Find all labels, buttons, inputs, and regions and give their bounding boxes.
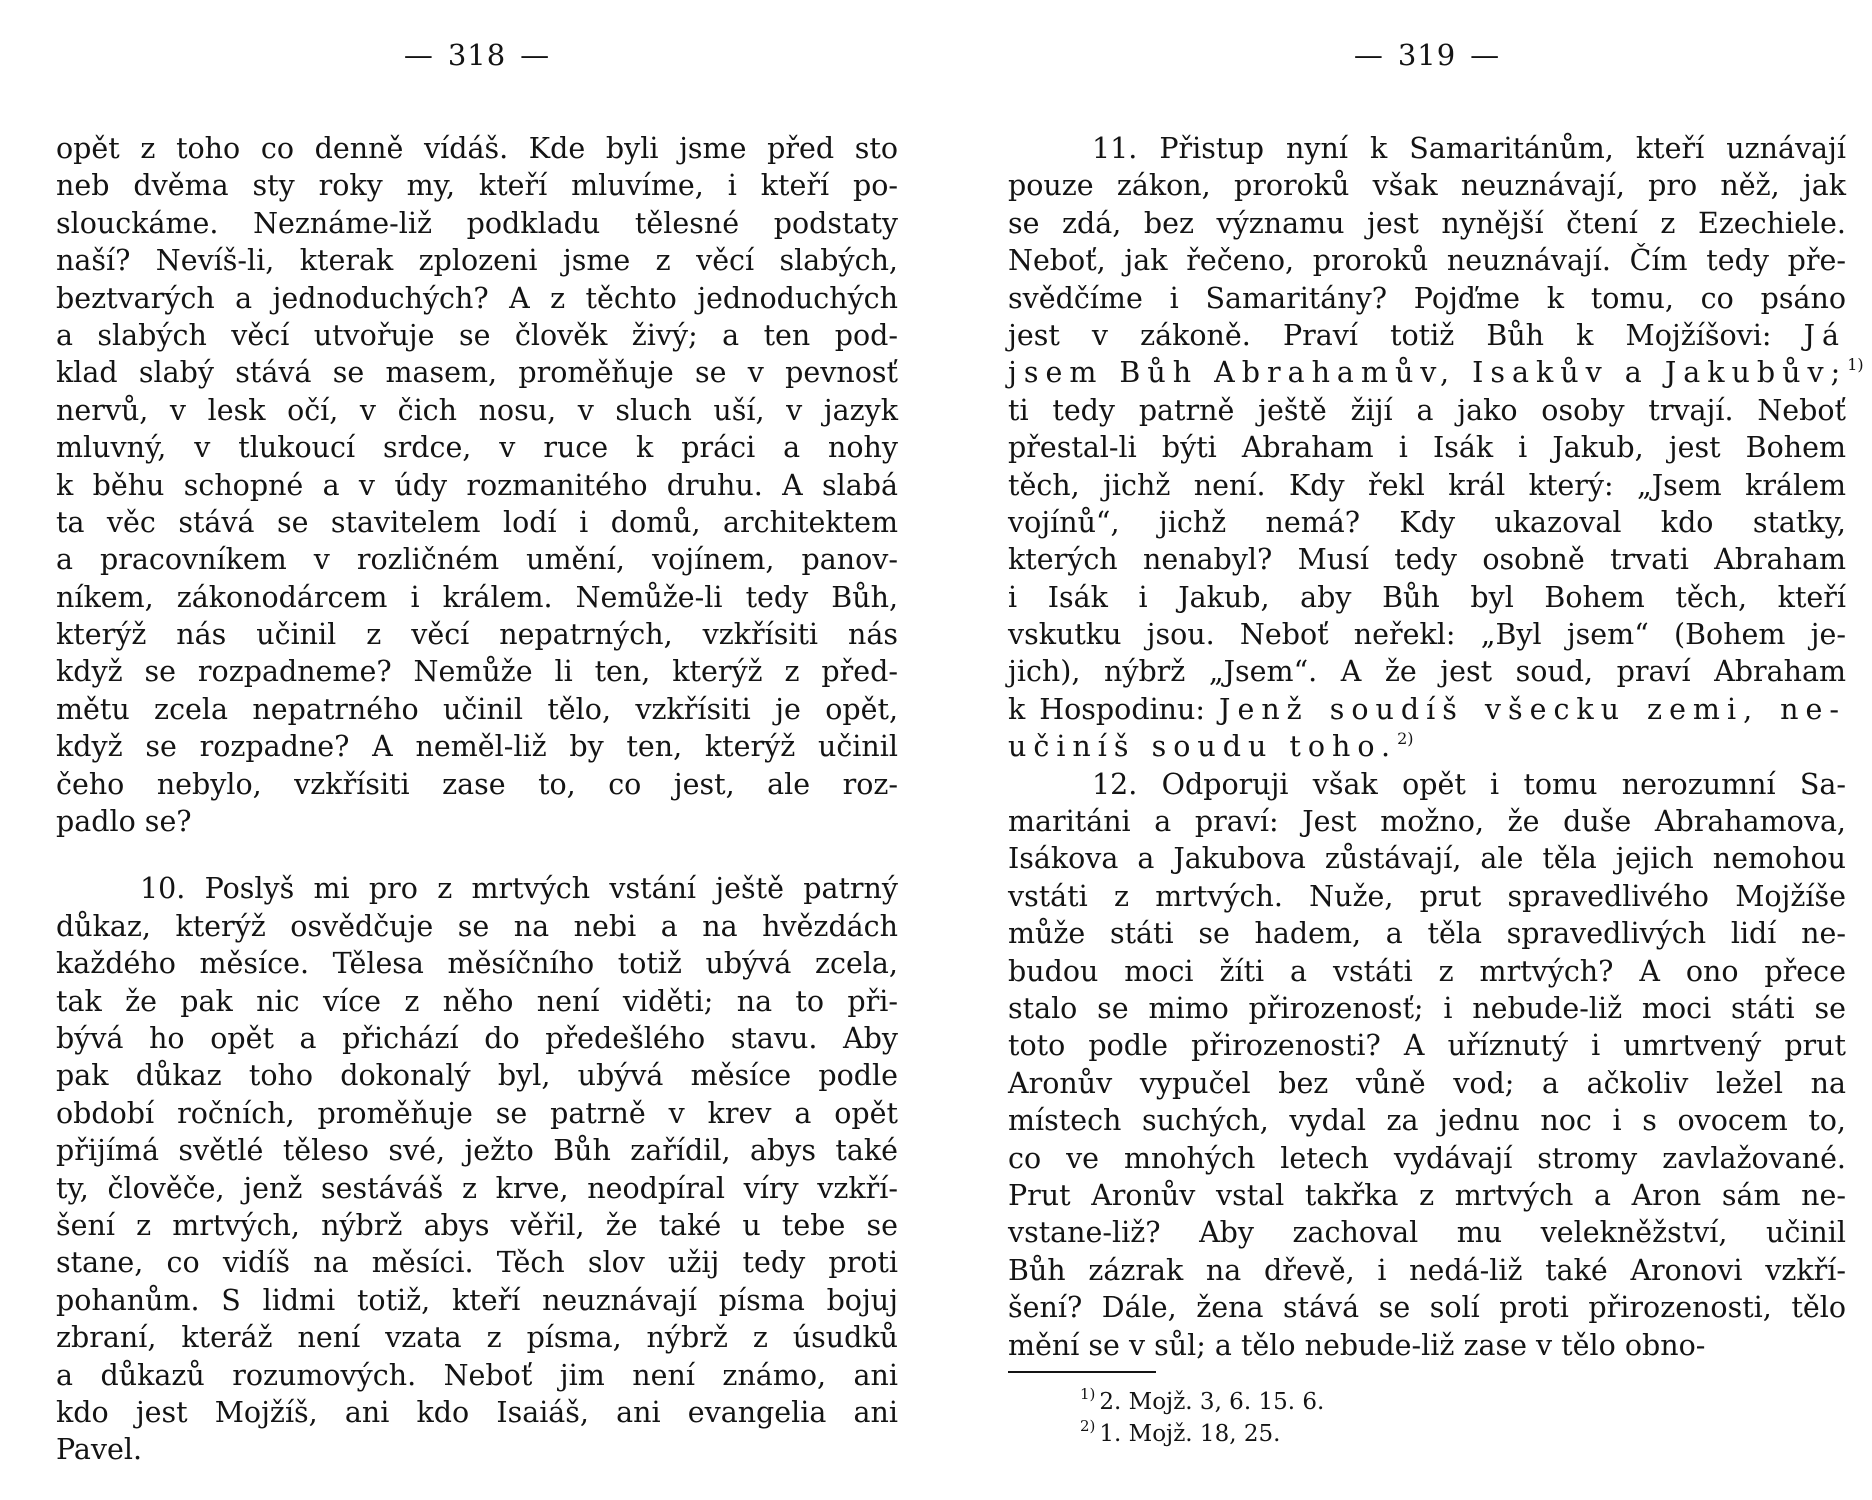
footnote bbox=[1080, 1418, 1324, 1450]
footnote-ref: 2) bbox=[1397, 729, 1414, 749]
paragraph-10-line: ty, člověče, jenž sestáváš z krve, neodpíral víry vzkří- bbox=[56, 1171, 898, 1205]
footnote-mark: 2) bbox=[1080, 1417, 1096, 1435]
footnote-divider bbox=[1008, 1371, 1156, 1373]
right-page bbox=[1008, 0, 1864, 1500]
left-page bbox=[56, 0, 898, 1500]
text-line: kterýž nás učinil z věcí nepatrných, vzkřísiti nás bbox=[56, 618, 898, 652]
paragraph-11-line bbox=[1008, 354, 1864, 391]
paragraph-10-line: důkaz, kterýž osvědčuje se na nebi a na hvězdách bbox=[56, 909, 898, 943]
line-text: jest v zákoně. Praví totiž Bůh k Mojžíšovi: bbox=[1008, 318, 1772, 352]
text-line: k běhu schopné a v údy rozmanitého druhu. A slabá bbox=[56, 468, 898, 502]
paragraph-10-line: tak že pak nic více z něho není viděti; na to při- bbox=[56, 984, 898, 1018]
paragraph-12-line: co ve mnohých letech vydávají stromy zavlažované. bbox=[1008, 1141, 1846, 1175]
paragraph-12-line: šení? Dále, žena stává se solí proti přirozenosti, tělo bbox=[1008, 1291, 1846, 1325]
paragraph-11-line: pouze zákon, proroků však neuznávají, pro něž, jak bbox=[1008, 169, 1846, 203]
page-number bbox=[1008, 38, 1846, 72]
text-line: nervů, v lesk očí, v čich nosu, v sluch uší, v jazyk bbox=[56, 393, 898, 427]
paragraph-10-line: a důkazů rozumových. Neboť jim není známo, ani bbox=[56, 1358, 898, 1392]
paragraph-10-line: stane, co vidíš na měsíci. Těch slov užij tedy proti bbox=[56, 1246, 898, 1280]
paragraph-12-line: vstáti z mrtvých. Nuže, prut spravedlivého Mojžíše bbox=[1008, 879, 1846, 913]
text-line: mětu zcela nepatrného učinil tělo, vzkřísiti je opět, bbox=[56, 692, 898, 726]
text-line: neb dvěma sty roky my, kteří mluvíme, i kteří po- bbox=[56, 169, 898, 203]
paragraph-12-line: může státi se hadem, a těla spravedlivých lidí ne- bbox=[1008, 917, 1846, 951]
paragraph-12-line: toto podle přirozenosti? A uříznutý i umrtvený prut bbox=[1008, 1029, 1846, 1063]
paragraph-10-line: pak důkaz toho dokonalý byl, ubývá měsíce podle bbox=[56, 1059, 898, 1093]
paragraph-11-line: přestal-li býti Abraham i Isák i Jakub, jest Bohem bbox=[1008, 431, 1846, 465]
paragraph-11-line bbox=[1008, 317, 1846, 354]
paragraph-11-line: Neboť, jak řečeno, proroků neuznávají. Čím tedy pře- bbox=[1008, 244, 1846, 278]
paragraph-10-line: kdo jest Mojžíš, ani kdo Isaiáš, ani evangelia ani bbox=[56, 1395, 898, 1429]
page-number-text: 318 bbox=[447, 38, 507, 72]
paragraph-12-line: místech suchých, vydal za jednu noc i s ovocem to, bbox=[1008, 1104, 1846, 1138]
left-body-text bbox=[56, 130, 898, 1469]
paragraph-12-line: mění se v sůl; a tělo nebude-liž zase v tělo obno- bbox=[1008, 1328, 1706, 1362]
paragraph-12-line: vstane-liž? Aby zachoval mu velekněžství, učinil bbox=[1008, 1216, 1846, 1250]
paragraph-11-line: 11. Přistup nyní k Samaritánům, kteří uznávají bbox=[1092, 132, 1846, 165]
paragraph-11-line bbox=[1008, 728, 1846, 765]
folio-dash: — bbox=[1353, 38, 1384, 72]
spaced-quote: Já bbox=[1803, 318, 1846, 352]
text-line: čeho nebylo, vzkřísiti zase to, co jest, ale roz- bbox=[56, 767, 898, 801]
paragraph-12-line: maritáni a praví: Jest možno, že duše Abrahamova, bbox=[1008, 805, 1846, 839]
paragraph-10-line: přijímá světlé těleso své, ježto Bůh zařídil, abys také bbox=[56, 1134, 898, 1168]
paragraph-11-line: se zdá, bez významu jest nynější čtení z Ezechiele. bbox=[1008, 206, 1846, 240]
paragraph-11-line bbox=[1008, 691, 1846, 728]
text-line: naší? Nevíš-li, kterak zplozeni jsme z věcí slabých, bbox=[56, 244, 898, 278]
paragraph-12-line: stalo se mimo přirozenosť; i nebude-liž moci státi se bbox=[1008, 991, 1846, 1025]
paragraph-11-line: svědčíme i Samaritány? Pojďme k tomu, co psáno bbox=[1008, 281, 1846, 315]
footnote-text: 2. Mojž. 3, 6. 15. 6. bbox=[1099, 1389, 1325, 1415]
folio-dash: — bbox=[1470, 38, 1501, 72]
text-line: když se rozpadne? A neměl-liž by ten, kterýž učinil bbox=[56, 730, 898, 764]
paragraph-12-line: Bůh zázrak na dřevě, i nedá-liž také Aronovi vzkří- bbox=[1008, 1253, 1846, 1287]
text-line: ta věc stává se stavitelem lodí i domů, architektem bbox=[56, 505, 898, 539]
page-number-text: 319 bbox=[1397, 38, 1457, 72]
paragraph-gap bbox=[56, 840, 898, 870]
footnote-mark: 1) bbox=[1080, 1385, 1096, 1403]
footnote bbox=[1080, 1386, 1324, 1418]
paragraph-11-line: kterých nenabyl? Musí tedy osobně trvati Abraham bbox=[1008, 543, 1846, 577]
text-line: mluvný, v tlukoucí srdce, v ruce k práci a nohy bbox=[56, 431, 898, 465]
text-line: padlo se? bbox=[56, 805, 192, 839]
paragraph-12-line: budou moci žíti a vstáti z mrtvých? A ono přece bbox=[1008, 954, 1846, 988]
spaced-quote: Jenž soudíš všecku zemi, ne- bbox=[1219, 692, 1846, 726]
paragraph-10-line: 10. Poslyš mi pro z mrtvých vstání ještě patrný bbox=[140, 872, 898, 906]
text-line: když se rozpadneme? Nemůže li ten, kterýž z před- bbox=[56, 655, 898, 689]
paragraph-11-line: vskutku jsou. Neboť neřekl: „Byl jsem“ (Bohem je- bbox=[1008, 618, 1846, 652]
folio-dash: — bbox=[403, 38, 434, 72]
text-line: beztvarých a jednoduchých? A z těchto jednoduchých bbox=[56, 281, 898, 315]
text-line: a slabých věcí utvořuje se člověk živý; a ten pod- bbox=[56, 318, 898, 352]
text-line: slouckáme. Neznáme-liž podkladu tělesné podstaty bbox=[56, 206, 898, 240]
paragraph-10-line: bývá ho opět a přichází do předešlého stavu. Aby bbox=[56, 1021, 898, 1055]
paragraph-12-line: Aronův vypučel bez vůně vod; a ačkoliv ležel na bbox=[1008, 1066, 1846, 1100]
paragraph-10-line: šení z mrtvých, nýbrž abys věřil, že také u tebe se bbox=[56, 1208, 898, 1242]
paragraph-10-line: pohanům. S lidmi totiž, kteří neuznávají písma bojuj bbox=[56, 1283, 898, 1317]
page-number bbox=[56, 38, 898, 72]
text-line: klad slabý stává se masem, proměňuje se v pevnosť bbox=[56, 356, 898, 390]
paragraph-11-line: i Isák i Jakub, aby Bůh byl Bohem těch, kteří bbox=[1008, 580, 1846, 614]
footnote-text: 1. Mojž. 18, 25. bbox=[1099, 1421, 1281, 1447]
text-line: a pracovníkem v rozličném umění, vojínem, panov- bbox=[56, 543, 898, 577]
paragraph-10-line: každého měsíce. Tělesa měsíčního totiž ubývá zcela, bbox=[56, 947, 898, 981]
paragraph-10-line: zbraní, kteráž není vzata z písma, nýbrž z úsudků bbox=[56, 1321, 898, 1355]
footnotes bbox=[1080, 1386, 1324, 1450]
line-text: k Hospodinu: bbox=[1008, 692, 1205, 726]
paragraph-12-line: 12. Odporuji však opět i tomu nerozumní Sa- bbox=[1092, 767, 1846, 801]
footnote-ref: 1) bbox=[1847, 355, 1864, 375]
text-line: opět z toho co denně vídáš. Kde byli jsme před sto bbox=[56, 132, 898, 165]
folio-dash: — bbox=[520, 38, 551, 72]
paragraph-12-line: Prut Aronův vstal takřka z mrtvých a Aron sám ne- bbox=[1008, 1178, 1846, 1212]
paragraph-10-line: období ročních, proměňuje se patrně v krev a opět bbox=[56, 1096, 898, 1130]
spaced-quote: učiníš soudu toho. bbox=[1008, 730, 1398, 764]
paragraph-11-line: jich), nýbrž „Jsem“. A že jest soud, praví Abraham bbox=[1008, 655, 1846, 689]
paragraph-12-line: Isákova a Jakubova zůstávají, ale těla jejich nemohou bbox=[1008, 842, 1846, 876]
paragraph-11-line: ti tedy patrně ještě žijí a jako osoby trvají. Neboť bbox=[1008, 393, 1846, 427]
right-body-text bbox=[1008, 130, 1864, 1364]
paragraph-10-line: Pavel. bbox=[56, 1433, 143, 1467]
paragraph-11-line: těch, jichž není. Kdy řekl král který: „Jsem králem bbox=[1008, 468, 1846, 502]
spaced-quote: jsem Bůh Abrahamův, Isakův a Jakubův; bbox=[1008, 356, 1848, 390]
text-line: níkem, zákonodárcem i králem. Nemůže-li tedy Bůh, bbox=[56, 580, 898, 614]
paragraph-11-line: vojínů“, jichž nemá? Kdy ukazoval kdo statky, bbox=[1008, 505, 1846, 539]
